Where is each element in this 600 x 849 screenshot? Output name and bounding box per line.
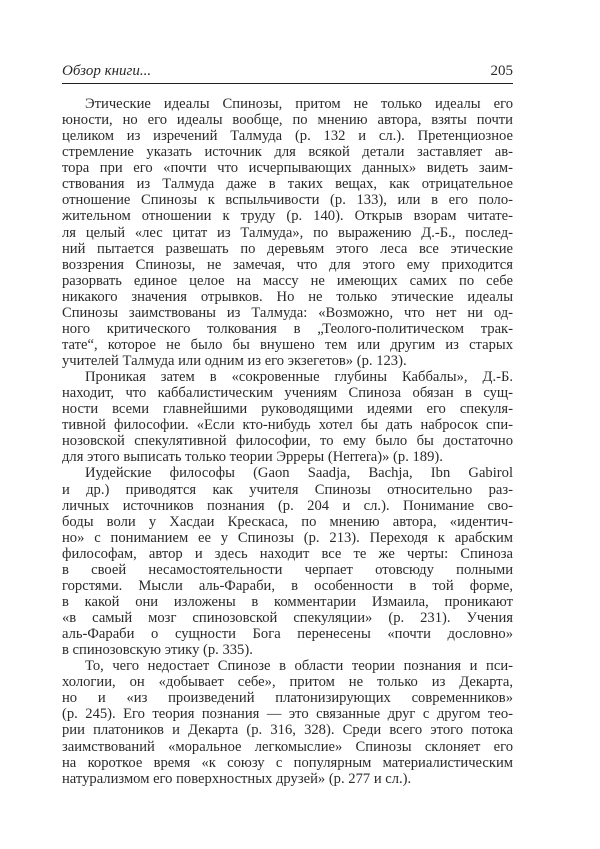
text-line: личных источников познания (p. 204 и сл.). Понимание сво-: [62, 497, 513, 514]
running-header-title: Обзор книги...: [62, 63, 152, 79]
text-line: То, чего недостает Спинозе в области теории познания и пси-: [85, 658, 513, 675]
text-line: в спинозовскую этику (p. 335).: [62, 642, 253, 659]
text-line: в своей несамостоятельности черпает отовсюду полными: [62, 561, 513, 578]
text-line: хологии, он «добывает себе», притом не только из Декарта,: [62, 674, 513, 691]
text-line: ного критического толкования в „Теолого-политическом трак-: [62, 320, 513, 337]
text-line: стремление указать источник для всякой детали заставляет ав-: [62, 144, 513, 161]
text-line: «в самый мозг спинозовской спекуляции» (p. 231). Учения: [62, 610, 513, 626]
text-line: ствования из Талмуда даже в таких вещах, как отрицательное: [62, 176, 513, 193]
text-line: натурализмом его поверхностных друзей» (p. 277 и сл.).: [62, 770, 412, 787]
paragraph: [62, 96, 513, 369]
text-line: Спинозы заимствованы из Талмуда: «Возможно, что нет ни од-: [62, 304, 513, 321]
text-line: юности, но его идеалы вообще, по мнению автора, взяты почти: [62, 112, 513, 129]
text-line: находит, что каббалистическим учениям Спиноза обязан в сущ-: [62, 385, 513, 402]
paragraph: [62, 658, 513, 787]
text-line: целиком из изречений Талмуда (p. 132 и сл.). Претенциозное: [62, 128, 513, 145]
text-line: аль-Фараби о сущности Бога перенесены «почти дословно»: [62, 626, 513, 643]
running-header: [62, 63, 513, 84]
text-line: никакого значения отрывков. Но не только этические идеалы: [62, 288, 513, 305]
text-line: тора при его «почти что исчерпывающих данных» видеть заим-: [62, 160, 513, 177]
text-line: горстями. Мысли аль-Фараби, в особенности в той форме,: [62, 577, 513, 594]
text-line: учителей Талмуда или одним из его экзегетов» (p. 123).: [62, 353, 407, 369]
text-line: (p. 245). Его теория познания — это связанные друг с другом тео-: [62, 706, 513, 723]
text-line: боды воли у Хасдаи Крескаса, по мнению автора, «идентич-: [62, 513, 513, 530]
text-line: Иудейские философы (Gaon Saadja, Bachja, Ibn Gabirol: [85, 465, 513, 482]
paragraph: [62, 369, 513, 465]
text-line: но» с пониманием ее у Спинозы (p. 213). Переходя к арабским: [62, 529, 513, 546]
paragraph: [62, 465, 513, 658]
body-text: [62, 96, 513, 787]
page-number: 205: [490, 63, 513, 79]
text-line: тате“, которое не было бы внушено тем или другим из старых: [62, 336, 513, 353]
text-line: разорвать единое целое на массу не имеющих самих по себе: [62, 272, 513, 289]
text-line: для этого выписать только теории Эрреры (Herrera)» (p. 189).: [62, 449, 443, 466]
text-line: но и «из произведений платонизирующих современников»: [62, 690, 513, 707]
text-line: отношение Спинозы к вспыльчивости (p. 133), или в его поло-: [62, 192, 513, 209]
text-line: рии платоников и Декарта (p. 316, 328). Среди всего этого потока: [62, 722, 513, 739]
text-line: тивной философии. «Если кто-нибудь хотел бы дать набросок спи-: [62, 417, 513, 434]
text-line: ля целый «лес цитат из Талмуда», по выражению Д.-Б., послед-: [62, 224, 513, 241]
text-line: воззрения Спинозы, не замечая, что для этого ему приходится: [62, 256, 513, 273]
text-line: Этические идеалы Спинозы, притом не только идеалы его: [85, 96, 513, 112]
text-line: жительном отношении к труду (p. 140). Открыв взорам читате-: [62, 208, 513, 225]
text-line: в какой они изложены в комментарии Измаила, проникают: [62, 593, 513, 610]
text-line: и др.) приводятся как учителя Спинозы относительно раз-: [62, 481, 513, 498]
text-line: философам, автор и здесь находит все те же черты: Спиноза: [62, 545, 513, 562]
text-line: заимствований «моральное легкомыслие» Спинозы склоняет его: [62, 738, 513, 755]
text-line: ний пытается развешать по деревьям этого леса все этические: [62, 240, 513, 257]
text-line: ности всеми главнейшими руководящими идеями его спекуля-: [62, 401, 513, 418]
text-line: нозовской спекулятивной философии, то ему было бы достаточно: [62, 433, 513, 450]
text-line: Проникая затем в «сокровенные глубины Каббалы», Д.-Б.: [85, 369, 513, 386]
text-line: на короткое время «к союзу с популярным материалистическим: [62, 754, 513, 771]
